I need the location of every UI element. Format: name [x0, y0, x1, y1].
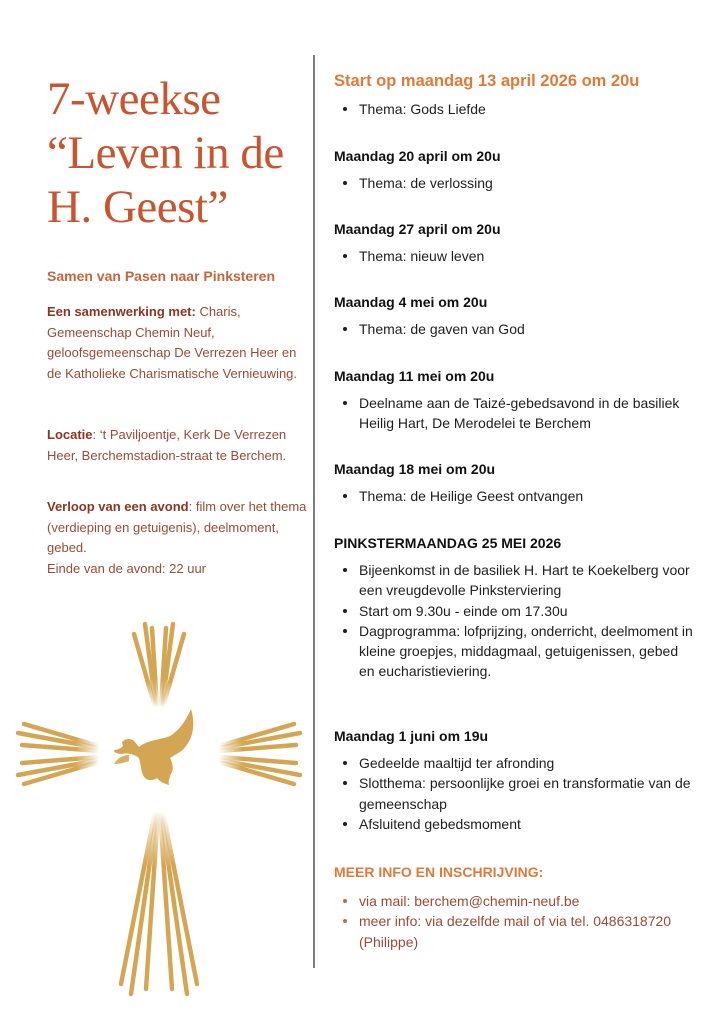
collaboration-paragraph	[47, 302, 309, 384]
event-title-block	[47, 72, 309, 234]
location-paragraph	[47, 425, 309, 466]
bullet-icon	[343, 629, 347, 633]
list-item-text: Start om 9.30u - einde om 17.30u	[359, 602, 568, 619]
info-email[interactable]	[334, 891, 694, 911]
schedule-items	[334, 753, 694, 834]
info-email-text[interactable]: via mail: berchem@chemin-neuf.be	[359, 893, 580, 909]
list-item	[334, 486, 694, 506]
schedule-heading: Maandag 20 april om 20u	[334, 148, 501, 164]
bullet-icon	[343, 181, 347, 185]
rays-left	[14, 724, 99, 784]
schedule-heading: Maandag 4 mei om 20u	[334, 294, 488, 310]
schedule-closing	[334, 726, 694, 834]
evening-paragraph	[47, 497, 309, 579]
schedule-items	[334, 319, 694, 339]
collaboration-text: Charis, Gemeenschap Chemin Neuf, geloofsgemeenschap De Verrezen Heer en de Katholieke Charismatische Vernieuwing.	[47, 304, 298, 381]
rays-top	[134, 617, 184, 707]
schedule-items	[334, 173, 694, 193]
schedule-heading: Maandag 11 mei om 20u	[334, 368, 495, 384]
bullet-icon	[343, 107, 347, 111]
list-item	[334, 246, 694, 266]
info-items	[334, 891, 694, 952]
schedule-heading: Maandag 1 juni om 19u	[334, 728, 489, 744]
schedule-week-3	[334, 219, 694, 266]
rays-right	[219, 724, 304, 784]
list-item	[334, 319, 694, 339]
schedule-week-6	[334, 459, 694, 506]
list-item-text: Bijeenkomst in de basiliek H. Hart te Koekelberg voor een vreugdevolle Pinksterviering	[359, 562, 690, 599]
bullet-icon	[343, 401, 347, 405]
schedule-items	[334, 560, 694, 682]
list-item-text: Slotthema: persoonlijke groei en transformatie van de gemeenschap	[359, 775, 691, 812]
schedule-heading: Maandag 18 mei om 20u	[334, 461, 496, 477]
info-phone	[334, 911, 694, 952]
schedule-items	[334, 486, 694, 506]
bullet-icon	[343, 899, 347, 903]
schedule-items	[334, 393, 694, 434]
list-item	[334, 99, 694, 119]
list-item	[334, 753, 694, 773]
dove-cross-icon	[14, 612, 312, 1024]
bullet-icon	[343, 822, 347, 826]
collaboration-label: Een samenwerking met:	[47, 304, 196, 319]
list-item-text: Thema: nieuw leven	[359, 248, 485, 264]
rays-bottom	[121, 812, 197, 1012]
schedule-week-2	[334, 146, 694, 193]
info-heading: MEER INFO EN INSCHRIJVING:	[334, 864, 544, 880]
title-line-2: “Leven in de	[47, 127, 284, 179]
list-item	[334, 601, 694, 621]
schedule-items	[334, 99, 694, 119]
bullet-icon	[343, 327, 347, 331]
bullet-icon	[343, 609, 347, 613]
schedule-items	[334, 246, 694, 266]
list-item-text: Thema: Gods Liefde	[359, 101, 486, 117]
bullet-icon	[343, 568, 347, 572]
list-item-text: Dagprogramma: lofprijzing, onderricht, deelmoment in kleine groepjes, middagmaal, getuigenissen, gebed en eucharistieviering.	[359, 622, 693, 680]
bullet-icon	[343, 254, 347, 258]
list-item-text: Deelname aan de Taizé-gebedsavond in de basiliek Heilig Hart, De Merodelei te Berchem	[359, 395, 680, 432]
list-item	[334, 393, 694, 434]
bullet-icon	[343, 761, 347, 765]
list-item	[334, 560, 694, 601]
list-item-text: Thema: de verlossing	[359, 175, 493, 191]
list-item-text: Afsluitend gebedsmoment	[359, 815, 521, 832]
schedule-week-5	[334, 366, 694, 434]
list-item-text: Thema: de Heilige Geest ontvangen	[359, 488, 584, 504]
title-line-1: 7-weekse	[47, 73, 221, 125]
schedule-week-4	[334, 292, 694, 339]
list-item	[334, 773, 694, 814]
list-item-text: Gedeelde maaltijd ter afronding	[359, 755, 555, 771]
evening-text: : film over het thema (verdieping en getuigenis), deelmoment, gebed.	[47, 499, 307, 555]
event-subtitle: Samen van Pasen naar Pinksteren	[47, 268, 275, 284]
title-line-3: H. Geest”	[47, 181, 228, 233]
dove-icon	[114, 709, 193, 785]
bullet-icon	[343, 919, 347, 923]
evening-end: Einde van de avond: 22 uur	[47, 560, 207, 576]
event-title	[47, 72, 309, 234]
list-item-text: Thema: de gaven van God	[359, 321, 525, 337]
bullet-icon	[343, 781, 347, 785]
list-item	[334, 173, 694, 193]
location-text: : ‘t Paviljoentje, Kerk De Verrezen Heer, Berchemstadion-straat te Berchem.	[47, 427, 287, 463]
info-phone-text: meer info: via dezelfde mail of via tel. 0486318720 (Philippe)	[359, 913, 672, 950]
list-item	[334, 814, 694, 834]
schedule-week-1	[334, 70, 694, 119]
schedule-heading: Maandag 27 april om 20u	[334, 221, 501, 237]
schedule-heading-start: Start op maandag 13 april 2026 om 20u	[334, 72, 640, 90]
schedule-heading: PINKSTERMAANDAG 25 MEI 2026	[334, 535, 562, 551]
column-divider	[313, 55, 315, 968]
bullet-icon	[343, 494, 347, 498]
list-item	[334, 621, 694, 682]
schedule-pentecost	[334, 533, 694, 682]
info-section	[334, 862, 694, 952]
location-label: Locatie	[47, 427, 93, 442]
evening-label: Verloop van een avond	[47, 499, 189, 514]
